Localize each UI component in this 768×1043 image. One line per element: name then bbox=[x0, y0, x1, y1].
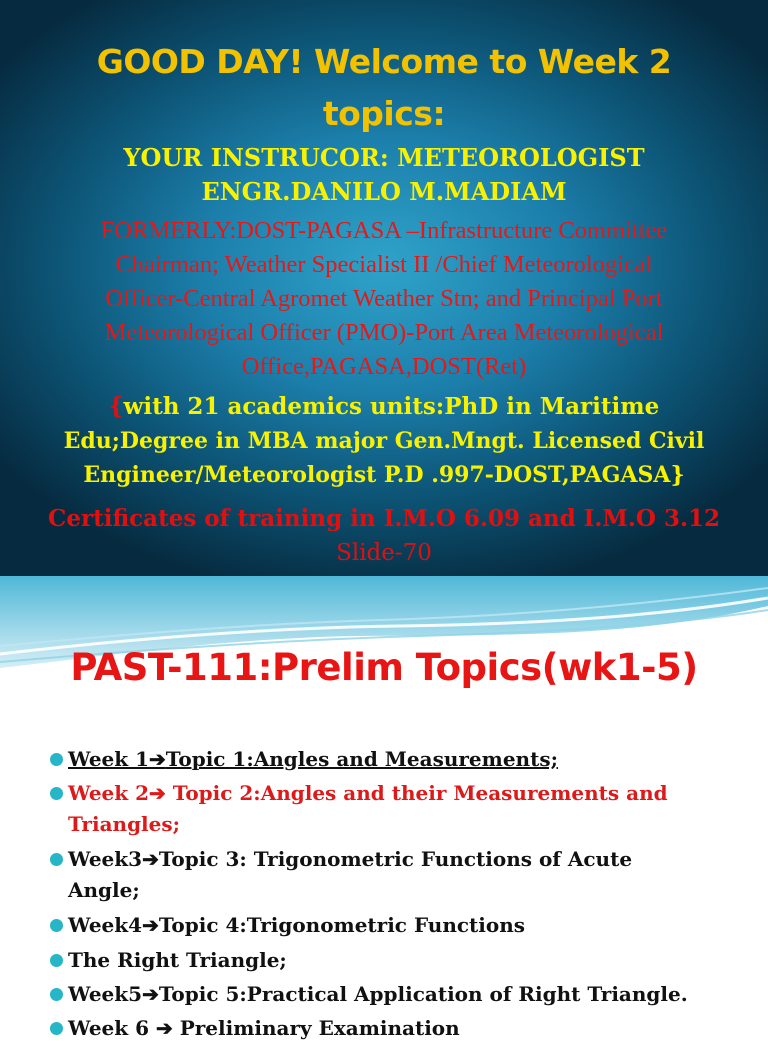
topic-item-week2-continued: Triangles; bbox=[68, 812, 181, 836]
topic-item-week6: Week 6 ➔ Preliminary Examination bbox=[68, 1016, 460, 1040]
slide-reference: Slide-70 bbox=[336, 540, 432, 566]
formerly-line: Officer-Central Agromet Weather Stn; and Principal Port bbox=[105, 285, 663, 312]
bullet-dot bbox=[50, 988, 63, 1001]
formerly-block bbox=[0, 214, 768, 384]
slide2-title: PAST-111:Prelim Topics(wk1-5) bbox=[70, 646, 698, 689]
topic-item-week5: Week5➔Topic 5:Practical Application of Right Triangle. bbox=[68, 982, 688, 1006]
bullet-dot bbox=[50, 954, 63, 967]
academics-line-1: {with 21 academics units:PhD in Maritime bbox=[108, 393, 660, 420]
academics-line-2: Edu;Degree in MBA major Gen.Mngt. Licensed Civil bbox=[63, 428, 705, 454]
topic-item-week3-continued: Angle; bbox=[68, 878, 140, 902]
bullet-dot bbox=[50, 753, 63, 766]
formerly-line: Chairman; Weather Specialist II /Chief Meteorological bbox=[115, 251, 653, 278]
topic-item-right-triangle: The Right Triangle; bbox=[68, 948, 287, 972]
slide-prelim-topics bbox=[0, 576, 768, 1040]
topic-item-week3: Week3➔Topic 3: Trigonometric Functions of Acute bbox=[68, 847, 633, 871]
topic-item-week2: Week 2➔ Topic 2:Angles and their Measurements and bbox=[68, 781, 668, 805]
bullet-dot bbox=[50, 787, 63, 800]
formerly-line: FORMERLY:DOST-PAGASA –Infrastructure Committee bbox=[100, 217, 668, 244]
instructor-line-2: ENGR.DANILO M.MADIAM bbox=[201, 177, 567, 206]
formerly-line: Meteorological Officer (PMO)-Port Area Meteorological bbox=[104, 319, 664, 346]
slide1-title: GOOD DAY! Welcome to Week 2 topics: bbox=[96, 42, 672, 133]
certificates-line: Certificates of training in I.M.O 6.09 and I.M.O 3.12 bbox=[48, 505, 720, 532]
brace-open: { bbox=[108, 393, 124, 420]
topic-item-week4: Week4➔Topic 4:Trigonometric Functions bbox=[68, 913, 526, 937]
instructor-line-1: YOUR INSTRUCOR: METEOROLOGIST bbox=[123, 143, 645, 172]
topic-item-week1: Week 1➔Topic 1:Angles and Measurements; bbox=[68, 747, 558, 771]
bullet-dot bbox=[50, 1022, 63, 1035]
bullet-dot bbox=[50, 919, 63, 932]
academics-line-3: Engineer/Meteorologist P.D .997-DOST,PAGASA} bbox=[83, 462, 685, 488]
formerly-line: Office,PAGASA,DOST(Ret) bbox=[241, 353, 527, 380]
bullet-dot bbox=[50, 853, 63, 866]
